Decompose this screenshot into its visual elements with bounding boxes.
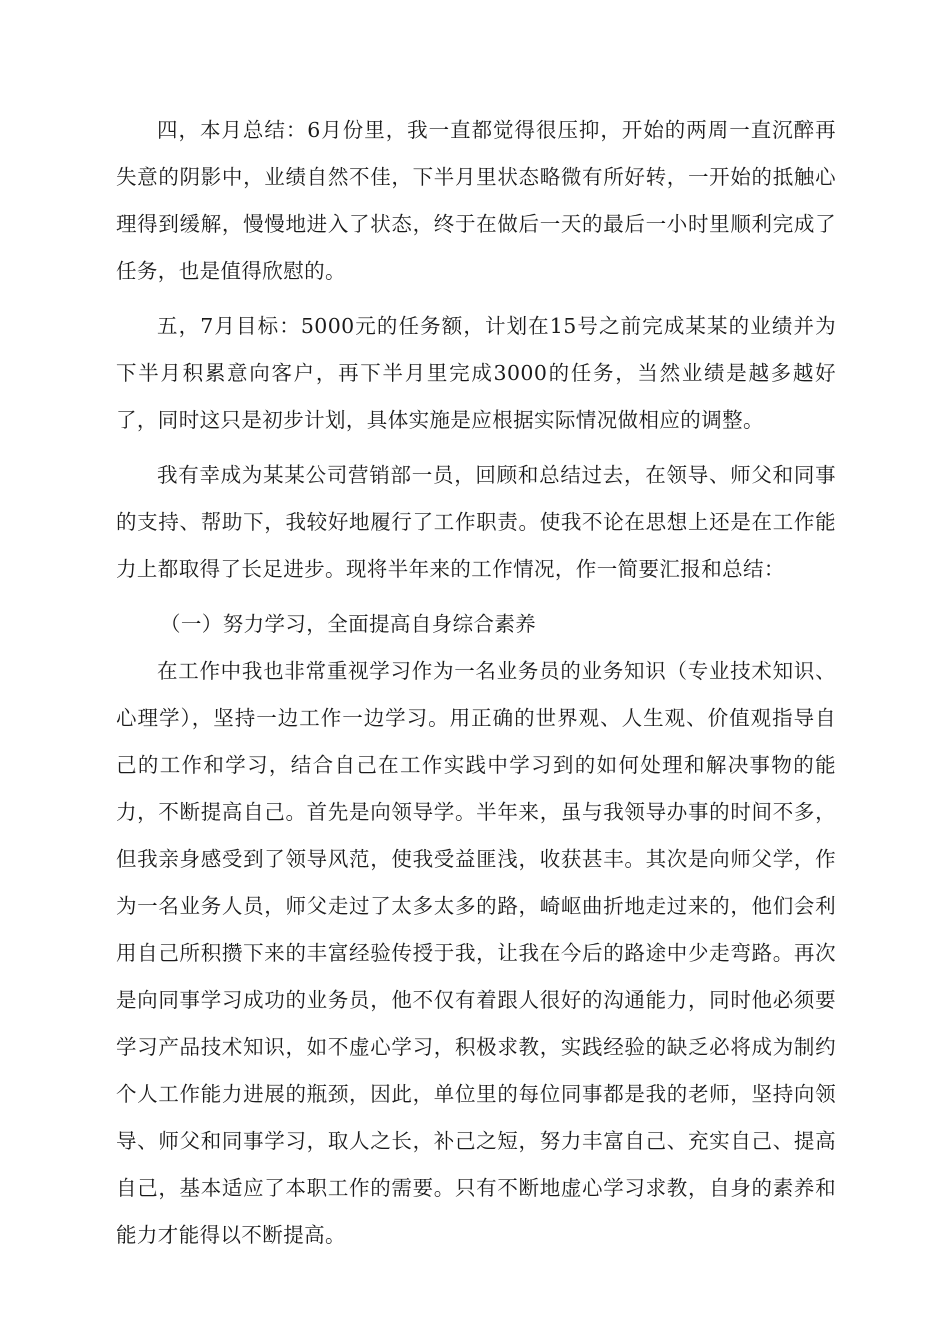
document-page <box>116 107 836 1259</box>
section-heading: （一）努力学习，全面提高自身综合素养 <box>160 612 537 636</box>
paragraph-monthly-summary: 四，本月总结：6月份里，我一直都觉得很压抑，开始的两周一直沉醉再失意的阴影中，业绩自然不佳，下半月里状态略微有所好转，一开始的抵触心理得到缓解，慢慢地进入了状态，终于在做后一天的最后一小时里顺利完成了任务，也是值得欣慰的。 <box>116 118 836 283</box>
paragraph-study: 在工作中我也非常重视学习作为一名业务员的业务知识（专业技术知识、心理学），坚持一边工作一边学习。用正确的世界观、人生观、价值观指导自己的工作和学习，结合自己在工作实践中学习到的如何处理和解决事物的能力，不断提高自己。首先是向领导学。半年来，虽与我领导办事的时间不多，但我亲身感受到了领导风范，使我受益匪浅，收获甚丰。其次是向师父学，作为一名业务人员，师父走过了太多太多的路，崎岖曲折地走过来的，他们会利用自己所积攒下来的丰富经验传授于我，让我在今后的路途中少走弯路。再次是向同事学习成功的业务员，他不仅有着跟人很好的沟通能力，同时他必须要学习产品技术知识，如不虚心学习，积极求教，实践经验的缺乏必将成为制约个人工作能力进展的瓶颈，因此，单位里的每位同事都是我的老师，坚持向领导、师父和同事学习，取人之长，补己之短，努力丰富自己、充实自己、提高自己，基本适应了本职工作的需要。只有不断地虚心学习求教，自身的素养和能力才能得以不断提高。 <box>116 659 836 1247</box>
paragraph-july-goal: 五，7月目标：5000元的任务额，计划在15号之前完成某某的业绩并为下半月积累意向客户，再下半月里完成3000的任务，当然业绩是越多越好了，同时这只是初步计划，具体实施是应根据实际情况做相应的调整。 <box>116 314 836 432</box>
paragraph-introduction: 我有幸成为某某公司营销部一员，回顾和总结过去，在领导、师父和同事的支持、帮助下，我较好地履行了工作职责。使我不论在思想上还是在工作能力上都取得了长足进步。现将半年来的工作情况，作一简要汇报和总结： <box>116 463 836 581</box>
